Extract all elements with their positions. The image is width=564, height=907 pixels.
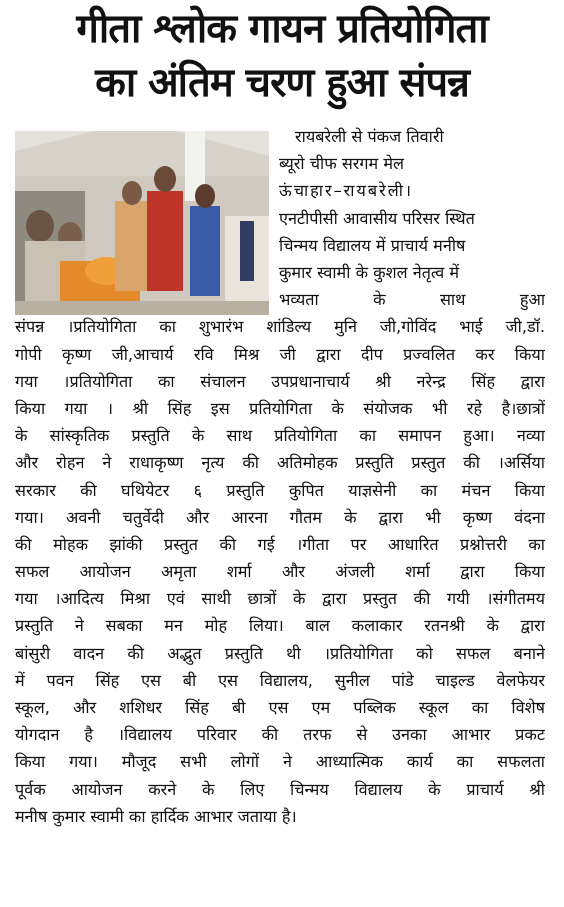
article-line: योगदान है ।विद्यालय परिवार की तरफ से उनका आभार प्रकट [15,725,545,745]
article-line: संपन्न ।प्रतियोगिता का शुभारंभ शांडिल्य मुनि जी,गोविंद भाई जी,डॉ. [15,317,545,337]
headline-line-2: का अंतिम चरण हुआ संपन्न [95,60,469,106]
byline-bureau: ब्यूरो चीफ सरगम मेल [279,154,405,174]
headline [0,0,564,110]
article-line: और रोहन ने राधाकृष्ण नृत्य की अतिमोहक प्रस्तुति प्रस्तुत की ।अर्सिया [15,453,545,473]
article-line: सरकार की घथियेटर ६ प्रस्तुति कुपित याज्ञसेनी का मंचन किया [15,480,545,500]
article-line: चिन्मय विद्यालय में प्राचार्य मनीष [279,235,466,255]
article-line: कुमार स्वामी के कुशल नेतृत्व में [279,263,460,283]
article-line: स्कूल, और शशिधर सिंह बी एस एम पब्लिक स्कूल का विशेष [15,698,545,718]
article-line: गया ।प्रतियोगिता का संचालन उपप्रधानाचार्य श्री नरेन्द्र सिंह द्वारा [15,371,545,391]
byline-reporter: रायबरेली से पंकज तिवारी [295,127,444,146]
article-line: में पवन सिंह एस बी एस विद्यालय, सुनील पांडे चाइल्ड वेलफेयर [15,670,545,690]
article-line: गया ।आदित्य मिश्रा एवं साथी छात्रों के द्वारा प्रस्तुत की गयी ।संगीतमय [15,589,545,609]
article-line: किया गया। मौजूद सभी लोगों ने आध्यात्मिक कार्य का सफलता [15,752,545,772]
article-line: किया गया । श्री सिंह इस प्रतियोगिता के संयोजक भी रहे है।छात्रों [15,398,545,418]
headline-line-1: गीता श्लोक गायन प्रतियोगिता [76,6,488,52]
dateline: ऊंचाहार–रायबरेली। [279,181,414,201]
article-line: गोपी कृष्ण जी,आचार्य रवि मिश्र जी द्वारा दीप प्रज्वलित कर किया [15,344,545,364]
article-line: प्रस्तुति ने सबका मन मोह लिया। बाल कलाकार रतनश्री के द्वारा [15,616,545,636]
article-line: एनटीपीसी आवासीय परिसर स्थित [279,208,475,228]
article-line: सफल आयोजन अमृता शर्मा और अंजली शर्मा द्वारा किया [15,562,545,582]
article-line: पूर्वक आयोजन करने के लिए चिन्मय विद्यालय के प्राचार्य श्री [15,779,545,799]
article-line: बांसुरी वादन की अद्भुत प्रस्तुति थी ।प्रतियोगिता को सफल बनाने [15,643,545,663]
article-body [15,123,545,830]
article-line: मनीष कुमार स्वामी का हार्दिक आभार जताया है। [15,806,297,826]
article-line: गया। अवनी चतुर्वेदी और आरना गौतम के द्वारा भी कृष्ण वंदना [15,507,545,527]
article-line: के सांस्कृतिक प्रस्तुति के साथ प्रतियोगिता का समापन हुआ। नव्या [15,426,545,446]
article-line: की मोहक झांकी प्रस्तुत की गई ।गीता पर आधारित प्रश्नोत्तरी का [15,534,545,554]
article-line: भव्यता के साथ हुआ [279,290,545,310]
